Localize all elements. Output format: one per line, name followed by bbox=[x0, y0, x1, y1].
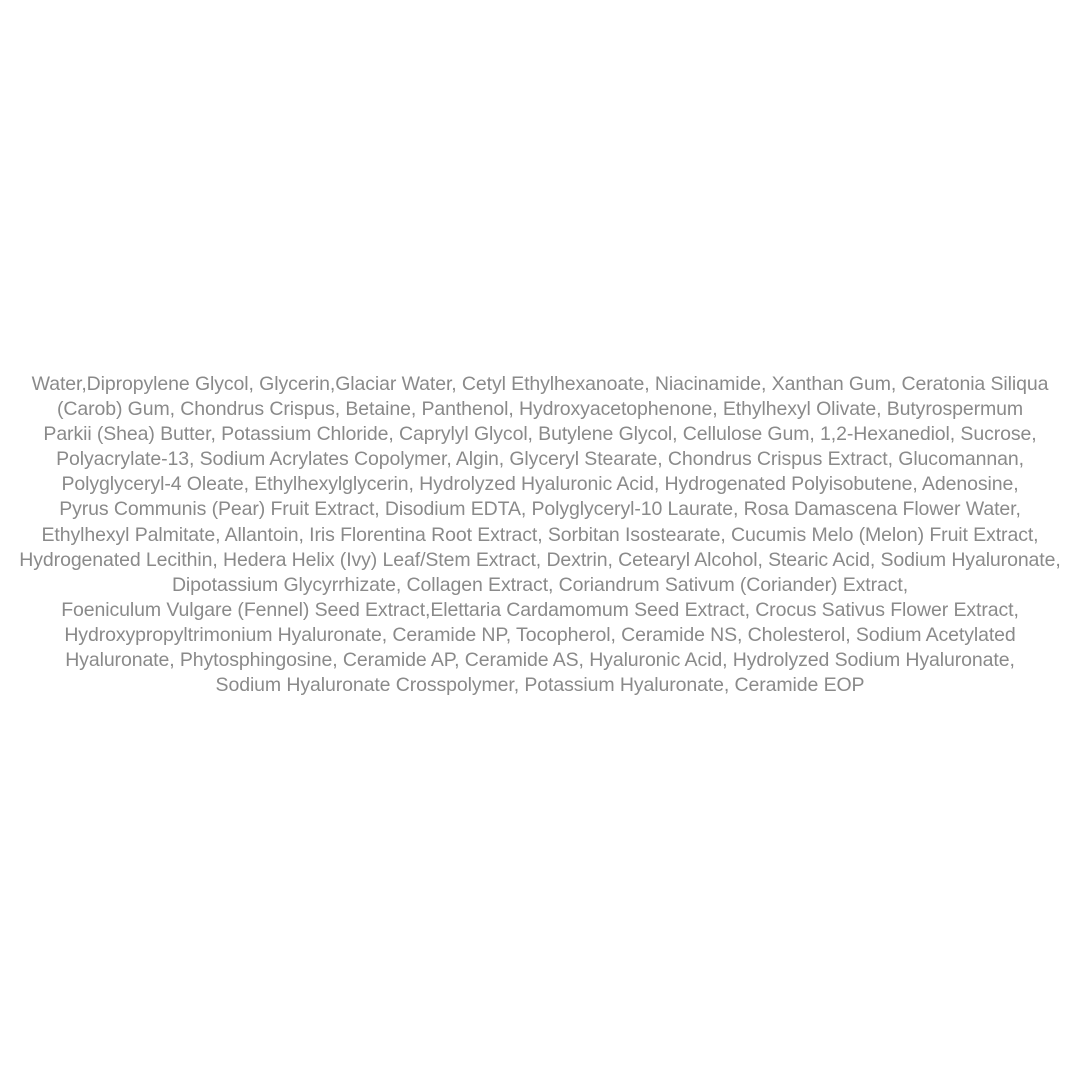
ingredients-line: Polyglyceryl-4 Oleate, Ethylhexylglycerin, Hydrolyzed Hyaluronic Acid, Hydrogenated Polyisobutene, Adenosine, bbox=[61, 473, 1019, 496]
ingredients-line: Polyacrylate-13, Sodium Acrylates Copolymer, Algin, Glyceryl Stearate, Chondrus Crispus Extract, Glucomannan, bbox=[56, 448, 1024, 471]
ingredients-line: Dipotassium Glycyrrhizate, Collagen Extract, Coriandrum Sativum (Coriander) Extract, bbox=[171, 573, 909, 596]
ingredients-line: Parkii (Shea) Butter, Potassium Chloride, Caprylyl Glycol, Butylene Glycol, Cellulose Gum, 1,2-Hexanediol, Sucrose, bbox=[43, 423, 1037, 446]
ingredients-line: Hyaluronate, Phytosphingosine, Ceramide AP, Ceramide AS, Hyaluronic Acid, Hydrolyzed Sodium Hyaluronate, bbox=[65, 649, 1015, 672]
ingredients-line: Hydrogenated Lecithin, Hedera Helix (Ivy) Leaf/Stem Extract, Dextrin, Cetearyl Alcohol, Stearic Acid, Sodium Hyaluronate, bbox=[19, 548, 1061, 571]
ingredients-line: Sodium Hyaluronate Crosspolymer, Potassium Hyaluronate, Ceramide EOP bbox=[215, 674, 865, 697]
ingredients-line: Pyrus Communis (Pear) Fruit Extract, Disodium EDTA, Polyglyceryl-10 Laurate, Rosa Damascena Flower Water, bbox=[59, 498, 1021, 521]
ingredients-line: Ethylhexyl Palmitate, Allantoin, Iris Florentina Root Extract, Sorbitan Isostearate, Cucumis Melo (Melon) Fruit Extract, bbox=[41, 523, 1039, 546]
ingredients-line: Foeniculum Vulgare (Fennel) Seed Extract,Elettaria Cardamomum Seed Extract, Crocus Sativus Flower Extract, bbox=[61, 598, 1019, 621]
ingredients-list bbox=[7, 372, 1073, 698]
ingredients-line: Hydroxypropyltrimonium Hyaluronate, Ceramide NP, Tocopherol, Ceramide NS, Cholesterol, Sodium Acetylated bbox=[64, 623, 1016, 646]
ingredients-line: Water,Dipropylene Glycol, Glycerin,Glaciar Water, Cetyl Ethylhexanoate, Niacinamide, Xanthan Gum, Ceratonia Siliqua bbox=[31, 373, 1049, 395]
ingredients-line: (Carob) Gum, Chondrus Crispus, Betaine, Panthenol, Hydroxyacetophenone, Ethylhexyl Olivate, Butyrospermum bbox=[56, 398, 1024, 421]
